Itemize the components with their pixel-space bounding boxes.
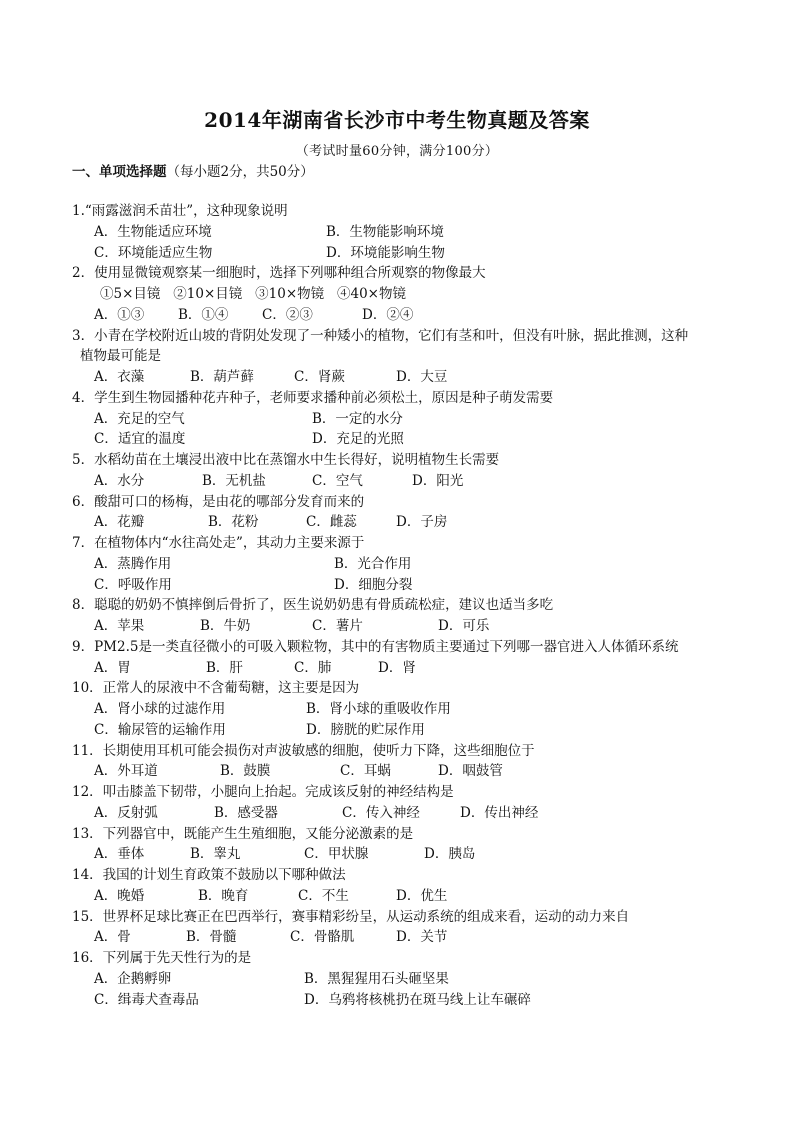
option-b: B．花粉 bbox=[208, 514, 259, 531]
question-cont bbox=[72, 346, 732, 367]
option-a: A．胃 bbox=[94, 659, 131, 676]
option-c: C．耳蜗 bbox=[340, 763, 391, 780]
option-b: B．一定的水分 bbox=[312, 410, 403, 427]
question-5 bbox=[72, 450, 732, 471]
options-row bbox=[72, 243, 732, 264]
option-d: D．子房 bbox=[396, 514, 448, 531]
option-c: C．肺 bbox=[294, 659, 332, 676]
section-label: 一、单项选择题 bbox=[72, 164, 167, 180]
option-d: D．胰岛 bbox=[424, 846, 476, 863]
options-row bbox=[72, 512, 732, 533]
option-a: A．晚婚 bbox=[94, 887, 145, 904]
option-d: D．肾 bbox=[378, 659, 416, 676]
option-d: D．大豆 bbox=[396, 369, 448, 385]
option-c: C．环境能适应生物 bbox=[94, 244, 213, 261]
question-list bbox=[72, 201, 732, 1010]
option-a: A．骨 bbox=[94, 929, 131, 946]
option-a: A．苹果 bbox=[94, 618, 145, 634]
option-a: A．充足的空气 bbox=[94, 410, 185, 427]
option-a: A．垂体 bbox=[94, 846, 145, 863]
question-text: 11．长期使用耳机可能会损伤对声波敏感的细胞，使听力下降，这些细胞位于 bbox=[72, 742, 535, 759]
option-c: C．缉毒犬查毒品 bbox=[94, 991, 199, 1008]
option-d: D．充足的光照 bbox=[312, 431, 404, 448]
question-text: 15．世界杯足球比赛正在巴西举行，赛事精彩纷呈，从运动系统的组成来看，运动的动力来自 bbox=[72, 908, 630, 925]
option-b: B．①④ bbox=[178, 306, 229, 323]
option-d: D．可乐 bbox=[438, 618, 490, 634]
question-7 bbox=[72, 533, 732, 554]
question-text: 13．下列器官中，既能产生生殖细胞，又能分泌激素的是 bbox=[72, 825, 414, 842]
option-d: D．阳光 bbox=[412, 472, 464, 489]
question-text: 14．我国的计划生育政策不鼓励以下哪种做法 bbox=[72, 867, 346, 883]
question-text: 7．在植物体内“水往高处走”，其动力主要来源于 bbox=[72, 535, 365, 551]
options-row bbox=[72, 803, 732, 824]
question-text: 16．下列属于先天性行为的是 bbox=[72, 950, 252, 966]
options-row bbox=[72, 720, 732, 741]
question-12 bbox=[72, 782, 732, 803]
question-15 bbox=[72, 907, 732, 928]
option-a: A．蒸腾作用 bbox=[94, 555, 172, 572]
options-row bbox=[72, 429, 732, 450]
option-c: C．薯片 bbox=[312, 618, 363, 634]
option-b: B．生物能影响环境 bbox=[326, 223, 444, 240]
option-c: C．输尿管的运输作用 bbox=[94, 721, 226, 738]
question-text: 10．正常人的尿液中不含葡萄糖，这主要是因为 bbox=[72, 680, 360, 697]
options-row bbox=[72, 844, 732, 865]
option-b: B．晚育 bbox=[198, 887, 249, 904]
question-text: 8．聪聪的奶奶不慎摔倒后骨折了，医生说奶奶患有骨质疏松症，建议也适当多吃 bbox=[72, 597, 554, 614]
option-c: C．甲状腺 bbox=[304, 846, 369, 863]
option-a: A．外耳道 bbox=[94, 763, 158, 780]
option-c: C．肾蕨 bbox=[294, 369, 345, 385]
option-d: D．环境能影响生物 bbox=[326, 244, 445, 261]
question-6 bbox=[72, 492, 732, 513]
page-subtitle: （考试时量60分钟，满分100分） bbox=[295, 144, 499, 159]
question-text: 2．使用显微镜观察某一细胞时，选择下列哪种组合所观察的物像最大 bbox=[72, 265, 486, 282]
question-text: 9．PM2.5是一类直径微小的可吸入颗粒物，其中的有害物质主要通过下列哪一器官进入人体循环系统 bbox=[72, 638, 679, 655]
question-text: 6．酸甜可口的杨梅，是由花的哪部分发育而来的 bbox=[72, 493, 365, 510]
option-d: D．关节 bbox=[396, 929, 448, 946]
option-a: A．肾小球的过滤作用 bbox=[94, 701, 226, 717]
option-d: D．乌鸦将核桃扔在斑马线上让车碾碎 bbox=[304, 991, 531, 1008]
question-text: 4．学生到生物园播种花卉种子，老师要求播种前必须松土，原因是种子萌发需要 bbox=[72, 389, 554, 406]
option-b: B．肾小球的重吸收作用 bbox=[306, 701, 451, 717]
option-a: A．衣藻 bbox=[94, 369, 145, 385]
option-b: B．骨髓 bbox=[186, 929, 237, 946]
options-row bbox=[72, 305, 732, 326]
option-a: A．①③ bbox=[94, 306, 145, 323]
option-c: C．不生 bbox=[298, 887, 349, 904]
question-text: 12．叩击膝盖下韧带，小腿向上抬起。完成该反射的神经结构是 bbox=[72, 784, 454, 800]
page-title: 2014年湖南省长沙市中考生物真题及答案 bbox=[204, 108, 590, 132]
option-b: B．肝 bbox=[206, 659, 243, 676]
options-row bbox=[72, 367, 732, 388]
option-a: A．生物能适应环境 bbox=[94, 223, 212, 240]
options-row bbox=[72, 575, 732, 596]
options-row bbox=[72, 761, 732, 782]
option-d: D．咽鼓管 bbox=[438, 763, 503, 780]
options-row bbox=[72, 554, 732, 575]
options-row bbox=[72, 927, 732, 948]
options-row bbox=[72, 658, 732, 679]
option-a: A．水分 bbox=[94, 472, 145, 489]
question-16 bbox=[72, 948, 732, 969]
question-text: 5．水稻幼苗在土壤浸出液中比在蒸馏水中生长得好，说明植物生长需要 bbox=[72, 452, 500, 468]
options-row bbox=[72, 409, 732, 430]
option-d: D．细胞分裂 bbox=[334, 576, 413, 593]
question-extra-text: ①5×目镜 ②10×目镜 ③10×物镜 ④40×物镜 bbox=[100, 286, 406, 302]
question-13 bbox=[72, 824, 732, 845]
question-9 bbox=[72, 637, 732, 658]
option-b: B．鼓膜 bbox=[220, 763, 271, 780]
option-c: C．适宜的温度 bbox=[94, 431, 186, 448]
option-c: C．②③ bbox=[262, 306, 313, 323]
question-2 bbox=[72, 263, 732, 284]
option-b: B．睾丸 bbox=[190, 846, 241, 863]
option-c: C．传入神经 bbox=[342, 804, 420, 821]
question-4 bbox=[72, 388, 732, 409]
section-note: （每小题2分，共50分） bbox=[166, 164, 314, 180]
option-b: B．无机盐 bbox=[202, 472, 266, 489]
option-d: D．②④ bbox=[362, 306, 414, 323]
question-3 bbox=[72, 326, 732, 347]
option-c: C．呼吸作用 bbox=[94, 576, 172, 593]
options-row bbox=[72, 616, 732, 637]
option-b: B．牛奶 bbox=[200, 618, 251, 634]
option-c: C．骨骼肌 bbox=[290, 929, 355, 946]
options-row bbox=[72, 471, 732, 492]
option-d: D．优生 bbox=[396, 887, 448, 904]
option-b: B．感受器 bbox=[214, 804, 278, 821]
section-heading bbox=[72, 160, 314, 180]
question-extra bbox=[72, 284, 732, 305]
options-row bbox=[72, 990, 732, 1011]
option-c: C．空气 bbox=[312, 472, 363, 489]
options-row bbox=[72, 969, 732, 990]
options-row bbox=[72, 886, 732, 907]
question-11 bbox=[72, 741, 732, 762]
option-a: A．企鹅孵卵 bbox=[94, 970, 172, 987]
question-14 bbox=[72, 865, 732, 886]
question-text-cont: 植物最可能是 bbox=[80, 348, 161, 365]
question-text: 1.“雨露滋润禾苗壮”，这种现象说明 bbox=[72, 203, 288, 219]
option-a: A．花瓣 bbox=[94, 514, 145, 531]
options-row bbox=[72, 699, 732, 720]
option-d: D．膀胱的贮尿作用 bbox=[306, 721, 425, 738]
options-row bbox=[72, 222, 732, 243]
option-b: B．黑猩猩用石头砸坚果 bbox=[304, 970, 449, 987]
option-a: A．反射弧 bbox=[94, 804, 158, 821]
option-d: D．传出神经 bbox=[460, 804, 539, 821]
question-text: 3．小青在学校附近山坡的背阴处发现了一种矮小的植物，它们有茎和叶，但没有叶脉，据此推测，这种 bbox=[72, 327, 689, 344]
option-b: B．葫芦藓 bbox=[190, 369, 254, 385]
question-10 bbox=[72, 678, 732, 699]
question-1 bbox=[72, 201, 732, 222]
question-8 bbox=[72, 595, 732, 616]
option-b: B．光合作用 bbox=[334, 555, 412, 572]
option-c: C．雌蕊 bbox=[306, 514, 357, 531]
